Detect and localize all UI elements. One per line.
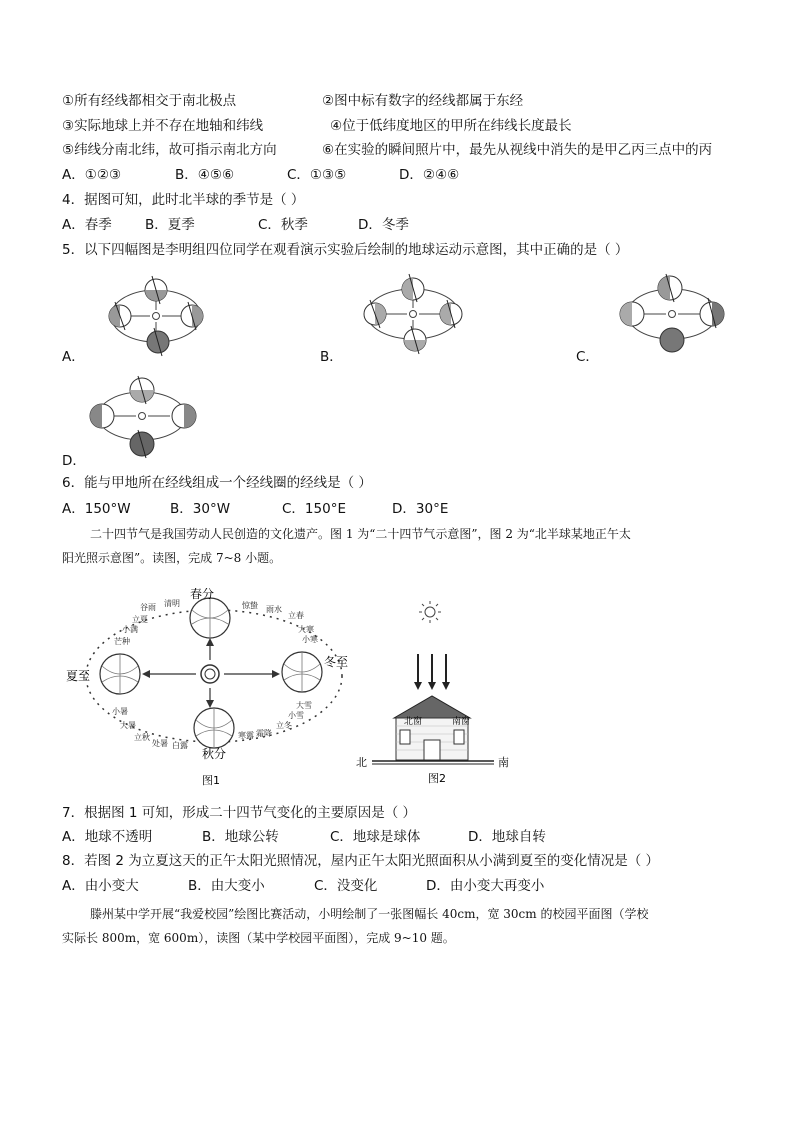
figure-2-noon-sunlight bbox=[352, 596, 532, 786]
statement-2: ②图中标有数字的经线都属于东经 bbox=[322, 93, 524, 109]
term-guyu: 谷雨 bbox=[140, 603, 156, 612]
q4-option-c[interactable]: C．秋季 bbox=[258, 217, 308, 233]
q7-option-c[interactable]: C．地球是球体 bbox=[330, 829, 421, 845]
orbit-diagram-b bbox=[355, 268, 470, 360]
q5-stem: 5．以下四幅图是李明组四位同学在观看演示实验后绘制的地球运动示意图，其中正确的是（ ） bbox=[62, 242, 629, 258]
term-bailu: 白露 bbox=[172, 741, 188, 750]
q4-option-d[interactable]: D．冬季 bbox=[358, 217, 409, 233]
term-qingming: 清明 bbox=[164, 599, 180, 608]
intro-9-10-line2: 实际长 800m，宽 600m），读图（某中学校园平面图），完成 9~10 题。 bbox=[62, 931, 455, 945]
q8-option-d[interactable]: D．由小变大再变小 bbox=[426, 878, 545, 894]
orbit-diagram-a bbox=[100, 268, 210, 360]
figure-1-caption: 图1 bbox=[202, 774, 220, 787]
q5-option-a[interactable]: A． bbox=[62, 349, 85, 365]
term-xiaoman: 小满 bbox=[122, 625, 138, 634]
statement-5: ⑤纬线分南北纬，故可指示南北方向 bbox=[62, 142, 277, 158]
statement-1: ①所有经线都相交于南北极点 bbox=[62, 93, 237, 109]
term-xiaohan: 小寒 bbox=[302, 635, 318, 644]
q6-option-b[interactable]: B．30°W bbox=[170, 501, 231, 517]
q3-option-b[interactable]: B．④⑤⑥ bbox=[175, 167, 235, 183]
label-spring-equinox: 春分 bbox=[190, 588, 215, 601]
label-autumn-equinox: 秋分 bbox=[202, 747, 227, 761]
term-lidong: 立冬 bbox=[276, 721, 292, 730]
intro-7-8-line2: 阳光照示意图”。读图，完成 7~8 小题。 bbox=[62, 551, 282, 565]
q6-option-d[interactable]: D．30°E bbox=[392, 501, 449, 517]
q8-option-c[interactable]: C．没变化 bbox=[314, 878, 378, 894]
label-winter-solstice: 冬至 bbox=[324, 655, 349, 669]
q7-stem: 7．根据图 1 可知，形成二十四节气变化的主要原因是（ ） bbox=[62, 805, 417, 821]
term-dahan: 大寒 bbox=[298, 625, 314, 634]
sun-icon bbox=[419, 601, 441, 623]
q6-stem: 6．能与甲地所在经线组成一个经线圈的经线是（ ） bbox=[62, 475, 372, 491]
q6-option-c[interactable]: C．150°E bbox=[282, 501, 346, 517]
q5-option-c[interactable]: C． bbox=[576, 349, 599, 365]
q6-option-a[interactable]: A．150°W bbox=[62, 501, 131, 517]
q7-option-d[interactable]: D．地球自转 bbox=[468, 829, 546, 845]
term-mangzhong: 芒种 bbox=[114, 637, 130, 646]
label-north-window: 北窗 bbox=[404, 717, 423, 727]
label-north: 北 bbox=[356, 756, 367, 769]
term-lixia: 立夏 bbox=[132, 615, 148, 624]
intro-7-8-line1: 二十四节气是我国劳动人民创造的文化遗产。图 1 为“二十四节气示意图”，图 2 为“北半球某地正午太 bbox=[90, 527, 631, 541]
orbit-diagram-d bbox=[84, 372, 199, 462]
statement-4: ④位于低纬度地区的甲所在纬线长度最长 bbox=[330, 118, 572, 134]
intro-9-10-line1: 滕州某中学开展“我爱校园”绘图比赛活动，小明绘制了一张图幅长 40cm，宽 30cm 的校园平面图（学校 bbox=[90, 907, 649, 921]
term-chushu: 处暑 bbox=[152, 739, 168, 748]
q5-option-b[interactable]: B． bbox=[320, 349, 343, 365]
q3-option-c[interactable]: C．①③⑤ bbox=[287, 167, 347, 183]
figure-1-solar-terms bbox=[62, 588, 362, 788]
q8-option-b[interactable]: B．由大变小 bbox=[188, 878, 265, 894]
term-liqiu: 立秋 bbox=[134, 733, 150, 742]
q5-option-d[interactable]: D． bbox=[62, 453, 86, 469]
label-summer-solstice: 夏至 bbox=[66, 669, 91, 683]
term-dashu: 大暑 bbox=[120, 721, 136, 730]
figure-2-caption: 图2 bbox=[428, 772, 446, 785]
q8-option-a[interactable]: A．由小变大 bbox=[62, 878, 139, 894]
label-south-window: 南窗 bbox=[452, 717, 471, 727]
term-jingzhe: 惊蛰 bbox=[242, 601, 258, 610]
q3-option-d[interactable]: D．②④⑥ bbox=[399, 167, 460, 183]
statement-6: ⑥在实验的瞬间照片中，最先从视线中消失的是甲乙丙三点中的丙 bbox=[322, 142, 713, 158]
orbit-diagram-c bbox=[612, 268, 732, 360]
q7-option-b[interactable]: B．地球公转 bbox=[202, 829, 279, 845]
term-xiaoshu: 小暑 bbox=[112, 707, 128, 716]
q4-stem: 4．据图可知，此时北半球的季节是（ ） bbox=[62, 192, 305, 208]
label-south: 南 bbox=[498, 756, 509, 769]
q8-stem: 8．若图 2 为立夏这天的正午太阳光照情况，屋内正午太阳光照面积从小满到夏至的变化情况是（ ） bbox=[62, 853, 660, 869]
q4-option-b[interactable]: B．夏季 bbox=[145, 217, 195, 233]
sun-icon bbox=[201, 665, 219, 683]
term-shuangjiang: 霜降 bbox=[256, 729, 272, 738]
statement-3: ③实际地球上并不存在地轴和纬线 bbox=[62, 118, 264, 134]
term-hanlu: 寒露 bbox=[238, 731, 254, 740]
q3-option-a[interactable]: A．①②③ bbox=[62, 167, 122, 183]
term-lichun: 立春 bbox=[288, 611, 304, 620]
term-xiaoxue: 小雪 bbox=[288, 711, 304, 720]
q4-option-a[interactable]: A．春季 bbox=[62, 217, 112, 233]
term-yushui: 雨水 bbox=[266, 605, 282, 614]
term-daxue: 大雪 bbox=[296, 701, 312, 710]
q7-option-a[interactable]: A．地球不透明 bbox=[62, 829, 153, 845]
